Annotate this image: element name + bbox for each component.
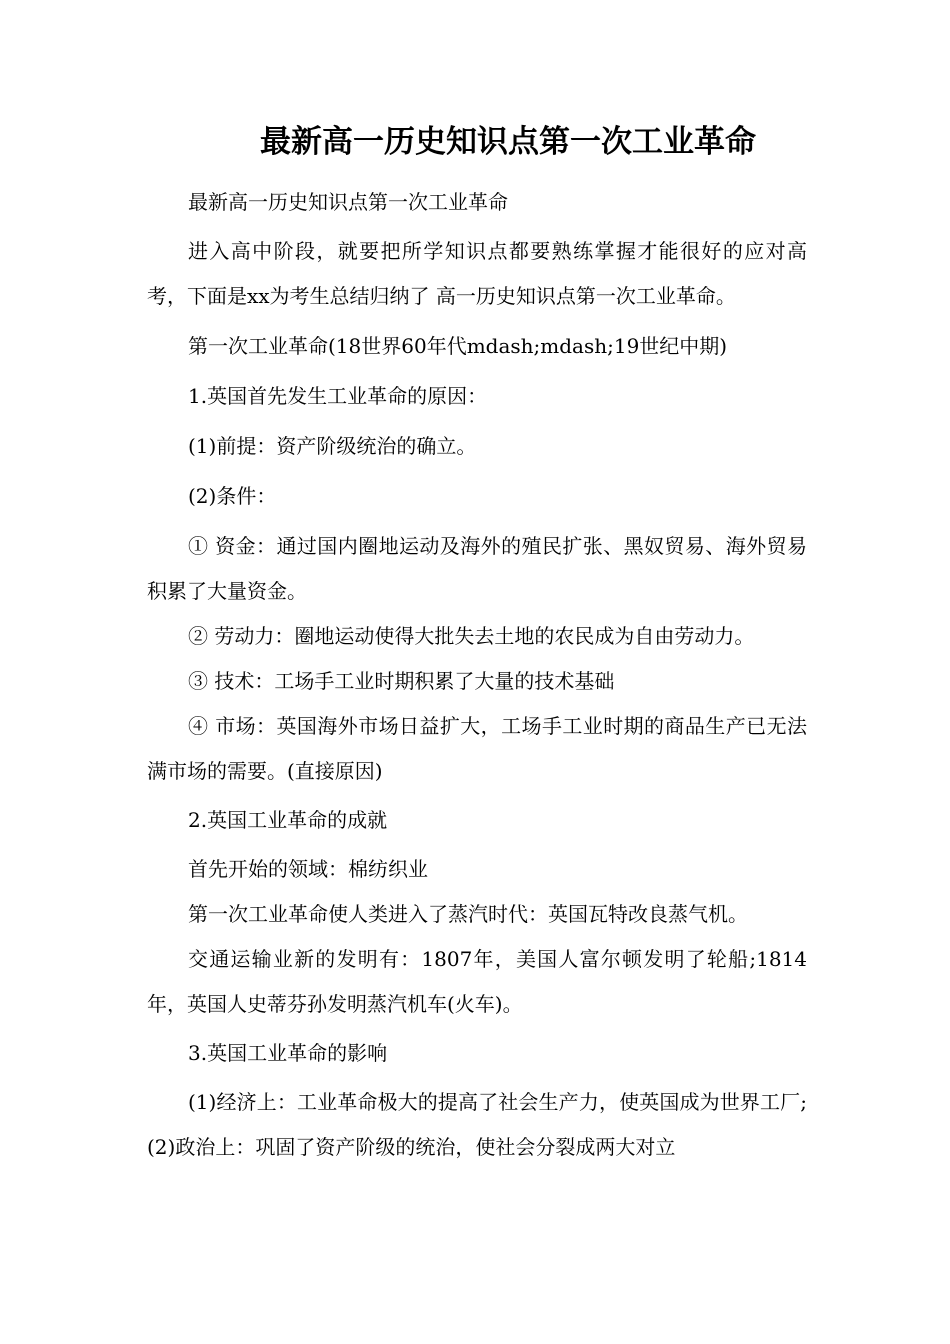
paragraph-steam-age: 第一次工业革命使人类进入了蒸汽时代：英国瓦特改良蒸气机。	[188, 902, 748, 926]
paragraph-transport: 交通运输业新的发明有：1807年，美国人富尔顿发明了轮船;1814年，英国人史蒂芬孙发明蒸汽机车(火车)。	[147, 947, 807, 1016]
document-body	[147, 180, 807, 1170]
paragraph-impact-heading: 3.英国工业革命的影响	[188, 1041, 388, 1065]
paragraph-achievements-heading: 2.英国工业革命的成就	[188, 808, 388, 832]
paragraph-intro: 进入高中阶段，就要把所学知识点都要熟练掌握才能很好的应对高考，下面是xx为考生总结归纳了 高一历史知识点第一次工业革命。	[147, 239, 807, 308]
paragraph-first-field: 首先开始的领域：棉纺织业	[188, 857, 428, 881]
paragraph-labor: ② 劳动力：圈地运动使得大批失去土地的农民成为自由劳动力。	[188, 624, 755, 648]
paragraph-technology: ③ 技术：工场手工业时期积累了大量的技术基础	[188, 669, 615, 693]
paragraph-section-heading: 第一次工业革命(18世界60年代mdash;mdash;19世纪中期)	[188, 334, 728, 358]
paragraph-conditions: (2)条件：	[188, 484, 277, 508]
paragraph-impact: (1)经济上：工业革命极大的提高了社会生产力，使英国成为世界工厂;(2)政治上：巩固了资产阶级的统治，使社会分裂成两大对立	[147, 1090, 807, 1159]
paragraph-subtitle: 最新高一历史知识点第一次工业革命	[188, 190, 508, 214]
paragraph-premise: (1)前提：资产阶级统治的确立。	[188, 434, 477, 458]
document-title: 最新高一历史知识点第一次工业革命	[260, 124, 756, 160]
paragraph-market: ④ 市场：英国海外市场日益扩大，工场手工业时期的商品生产已无法满市场的需要。(直接原因)	[147, 714, 807, 783]
paragraph-causes-heading: 1.英国首先发生工业革命的原因：	[188, 384, 488, 408]
paragraph-capital: ① 资金：通过国内圈地运动及海外的殖民扩张、黑奴贸易、海外贸易积累了大量资金。	[147, 534, 807, 603]
